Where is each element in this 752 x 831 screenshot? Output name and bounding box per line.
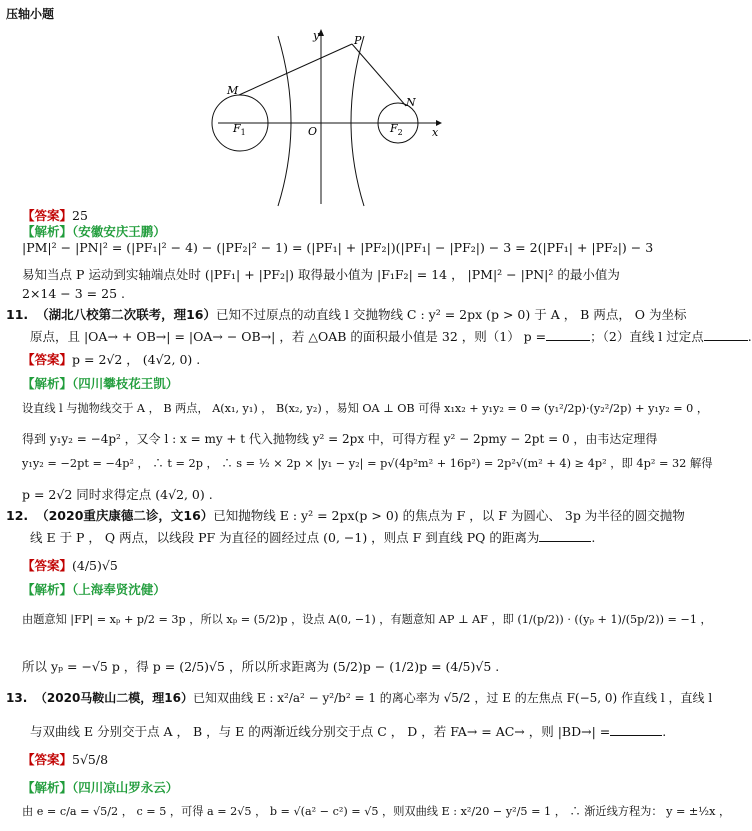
- q12-line3: 由题意知 |FP| = xₚ + p/2 = 3p ，所以 xₚ = (5/2)p ，设点 A(0, −1) ，有题意知 AP ⊥ AF ，即 (1/(p/2)) · ((yₚ + 1)/(5p/2)) = −1 ，: [22, 613, 712, 626]
- q12-line4: 所以 yₚ = −√5 p ，得 p = (2/5)√5 ，所以所求距离为 (5/2)p − (1/2)p = (4/5)√5 .: [22, 659, 500, 674]
- analysis-label: 【解析】: [22, 224, 73, 239]
- analysis-label: 【解析】: [22, 780, 73, 795]
- q11-line1: 11. （湖北八校第二次联考，理16）已知不过原点的动直线 l 交抛物线 C : y² = 2px (p > 0) 于 A ， B 两点， O 为坐标: [6, 307, 687, 322]
- q11-number: 11.: [6, 307, 29, 322]
- q12-line1: 12. （2020重庆康德二诊，文16）已知抛物线 E : y² = 2px(p > 0) 的焦点为 F ，以 F 为圆心、 3p 为半径的圆交抛物: [6, 508, 685, 523]
- q10-answer: 25: [72, 208, 88, 223]
- q13-number: 13.: [6, 691, 28, 705]
- q11-line6: p = 2√2 同时求得定点 (4√2, 0) .: [22, 487, 213, 502]
- q11-blank-1: [546, 329, 590, 341]
- q13-blank: [610, 724, 662, 736]
- answer-label: 【答案】: [22, 352, 73, 367]
- q11-line5: y₁y₂ = −2pt = −4p² ， ∴ t = 2p ， ∴ s = ½ × 2p × |y₁ − y₂| = p√(4p²m² + 16p²) = 2p²√(m² + 4) ≥ 4p² ，即 4p² = 32 解得: [22, 457, 713, 470]
- label-P: P: [354, 34, 362, 47]
- q13-source: （2020马鞍山二模，理16）: [34, 691, 194, 705]
- hyperbola-left-branch: [278, 36, 291, 206]
- analysis-label: 【解析】: [22, 376, 73, 391]
- q10-line3: 2×14 − 3 = 25 .: [22, 286, 125, 301]
- segment-PN: [352, 44, 406, 106]
- q13-line1: 13. （2020马鞍山二模，理16）已知双曲线 E : x²/a² − y²/b² = 1 的离心率为 √5/2 ，过 E 的左焦点 F(−5, 0) 作直线 l ，直线 l: [6, 691, 713, 705]
- label-x: x: [432, 126, 439, 139]
- q13-answer-row: [22, 750, 108, 768]
- hyperbola-diagram: [200, 26, 460, 208]
- q10-line1: |PM|² − |PN|² = (|PF₁|² − 4) − (|PF₂|² − 1) = (|PF₁| + |PF₂|)(|PF₁| − |PF₂|) − 3 = 2(|PF₁| + |PF₂|) − 3: [22, 240, 654, 255]
- q12-answer: (4/5)√5: [72, 558, 118, 573]
- q13-analysis-row: [22, 778, 178, 796]
- q11-line3: 设直线 l 与抛物线交于 A ， B 两点， A(x₁, y₁) ， B(x₂, y₂) ，易知 OA ⊥ OB 可得 x₁x₂ + y₁y₂ = 0 ⇒ (y₁²/2p)·(y₂²/2p) + y₁y₂ = 0 ，: [22, 402, 709, 415]
- label-y: y: [313, 29, 320, 42]
- label-M: M: [227, 84, 239, 97]
- q13-line2: 与双曲线 E 分别交于点 A ， B ，与 E 的两渐近线分别交于点 C ， D ，若 FA→ = AC→ ，则 |BD→| = .: [30, 724, 667, 739]
- q11-analysis-row: [22, 374, 178, 392]
- answer-label: 【答案】: [22, 558, 73, 573]
- q10-analysis-row: [22, 222, 166, 240]
- q11-line2: 原点，且 |OA→ + OB→| = |OA→ − OB→| ，若 △OAB 的面积最小值是 32 ，则（1） p = ；（2）直线 l 过定点 .: [30, 329, 752, 344]
- label-N: N: [406, 96, 416, 109]
- q12-number: 12.: [6, 508, 29, 523]
- analysis-label: 【解析】: [22, 582, 73, 597]
- segment-PM: [239, 44, 352, 95]
- hyperbola-right-branch: [351, 36, 364, 206]
- label-F1: $F_1$: [233, 122, 246, 137]
- q12-blank: [539, 530, 591, 542]
- q11-answer: p = 2√2 ， (4√2, 0) .: [72, 352, 201, 367]
- analysis-source: （上海奉贤沈健）: [72, 582, 166, 597]
- page-header-title: 压轴小题: [6, 7, 55, 21]
- q10-line2: 易知当点 P 运动到实轴端点处时 (|PF₁| + |PF₂|) 取得最小值为 |F₁F₂| = 14 ， |PM|² − |PN|² 的最小值为: [22, 267, 620, 282]
- label-F2: $F_2$: [390, 122, 403, 137]
- q11-answer-row: [22, 350, 200, 368]
- q12-line2: 线 E 于 P ， Q 两点，以线段 PF 为直径的圆经过点 (0, −1) ，则点 F 到直线 PQ 的距离为 .: [30, 530, 596, 545]
- analysis-source: （四川攀枝花王凯）: [72, 376, 179, 391]
- q13-line3: 由 e = c/a = √5/2 ， c = 5 ，可得 a = 2√5 ， b = √(a² − c²) = √5 ，则双曲线 E : x²/20 − y²/5 = 1 ， ∴ 渐近线方程为： y = ±½x ，: [22, 805, 731, 818]
- q11-line4: 得到 y₁y₂ = −4p² ，又令 l : x = my + t 代入抛物线 y² = 2px 中，可得方程 y² − 2pmy − 2pt = 0 ，由韦达定理得: [22, 432, 658, 446]
- analysis-source: （安徽安庆王鹏）: [72, 224, 166, 239]
- q11-source: （湖北八校第二次联考，理16）: [36, 307, 217, 322]
- q13-answer: 5√5/8: [72, 752, 109, 767]
- answer-label: 【答案】: [22, 208, 73, 223]
- analysis-source: （四川凉山罗永云）: [72, 780, 179, 795]
- q12-source: （2020重庆康德二诊，文16）: [36, 508, 214, 523]
- label-O: O: [308, 125, 318, 138]
- answer-label: 【答案】: [22, 752, 73, 767]
- q11-blank-2: [704, 329, 748, 341]
- q12-answer-row: [22, 556, 118, 574]
- q12-analysis-row: [22, 580, 166, 598]
